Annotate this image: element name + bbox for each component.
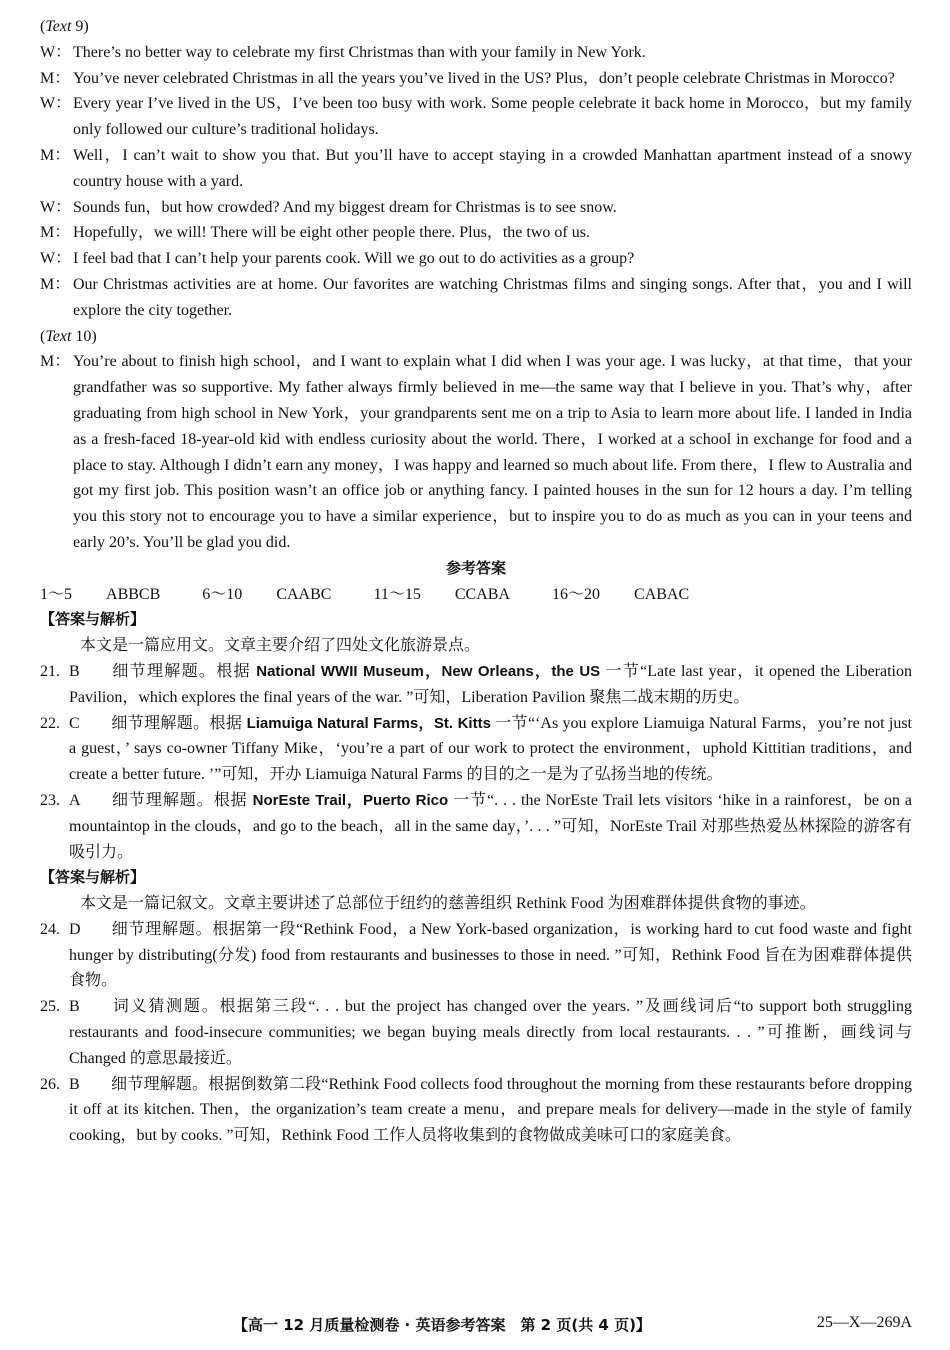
speaker: M： (40, 69, 71, 87)
text9-label: (Text 9) (40, 18, 89, 35)
dialogue-line: W： I feel bad that I can’t help your parents cook. Will we go out to do activities as a group? (40, 246, 912, 272)
footer-code: 25—X—269A (816, 1314, 912, 1331)
document-body (40, 14, 912, 1149)
speaker: W： (40, 250, 72, 268)
monologue: M： You’re about to finish high school，and I want to explain what I did when I was your age. I was lucky，at that time，that your grandfather was so supportive. My father always firmly believed in me—the same way that I believe in you. That’s why，after graduating from high school in New York，your grandparents sent me on a trip to Asia to learn more about life. I landed in India as a fresh-faced 18-year-old kid with endless curiosity about the world. There，I worked at a school in exchange for food and a place to stay. Although I didn’t earn any money，I was happy and learned so much about life. From there，I flew to Australia and got my first job. This position wasn’t an office job or anything fancy. I painted houses in the sun for 12 hours a day. I’m telling you this story not to encourage you to have a similar experience，but to inspire you to do as much as you can in your teens and early 20’s. You’ll be glad you did. (40, 349, 912, 555)
dialogue-line: M： Our Christmas activities are at home. Our favorites are watching Christmas films and singing songs. After that，you and I will explore the city together. (40, 272, 912, 324)
answer-group: 1～5 ABBCB (40, 585, 161, 603)
speaker: M： (40, 146, 71, 164)
speaker: W： (40, 95, 72, 113)
section-heading: 【答案与解析】 (40, 610, 146, 629)
explanation-item: 25. B 词义猜测题。根据第三段“. . . but the project has changed over the years. ”及画线词后“to support both struggling restaurants and food-insecure communities; we began buying meals directly from local restaurants. . . ”可推断，画线词与 Changed 的意思最接近。 (40, 998, 912, 1067)
answer-group: 16～20 CABAC (552, 585, 690, 603)
dialogue-line: M： Hopefully，we will! There will be eight other people there. Plus，the two of us. (40, 220, 912, 246)
dialogue-line: M： You’ve never celebrated Christmas in all the years you’ve lived in the US? Plus，don’t people celebrate Christmas in Morocco? (40, 66, 912, 92)
dialogue-line: W： There’s no better way to celebrate my first Christmas than with your family in New York. (40, 40, 912, 66)
section-intro: 本文是一篇记叙文。文章主要讲述了总部位于纽约的慈善组织 Rethink Food 为困难群体提供食物的事迹。 (80, 895, 816, 913)
speaker: M： (40, 275, 71, 293)
answer-key-row (40, 582, 912, 608)
page-footer (40, 1314, 912, 1340)
speaker: W： (40, 43, 72, 61)
dialogue-line: W： Every year I’ve lived in the US，I’ve been too busy with work. Some people celebrate it back home in Morocco，but my family only followed our culture’s traditional holidays. (40, 91, 912, 143)
explanation-item: 21. B 细节理解题。根据 National WWII Museum，New Orleans，the US 一节“Late last year，it opened the Liberation Pavilion，which explores the final years of the war. ”可知，Liberation Pavilion 聚焦二战末期的历史。 (40, 662, 912, 706)
speaker: M： (40, 224, 71, 242)
speaker: W： (40, 198, 72, 216)
explanation-item: 26. B 细节理解题。根据倒数第二段“Rethink Food collects food throughout the morning from these restaurants before dropping it off at its kitchen. Then，the organization’s team create a menu，and prepare meals for delivery—made in the style of family cooking，but by cooks. ”可知，Rethink Food 工作人员将收集到的食物做成美味可口的家庭美食。 (40, 1075, 912, 1145)
speaker: M： (40, 353, 71, 371)
answer-group: 6～10 CAABC (202, 585, 332, 603)
dialogue-line: W： Sounds fun，but how crowded? And my biggest dream for Christmas is to see snow. (40, 195, 912, 221)
explanation-item: 24. D 细节理解题。根据第一段“Rethink Food，a New York-based organization，is working hard to cut food waste and fight hunger by distributing(分发) food from restaurants and businesses to those in need. ”可知，Rethink Food 旨在为困难群体提供食物。 (40, 920, 912, 990)
footer-title: 【高一 12 月质量检测卷 · 英语参考答案 第 2 页(共 4 页)】 (233, 1316, 651, 1334)
explanation-item: 23. A 细节理解题。根据 NorEste Trail，Puerto Rico 一节“. . . the NorEste Trail lets visitors ‘hike in a rainforest，be on a mountaintop in the clouds，and go to the beach，all in the same day，’. . . ”可知，NorEste Trail 对那些热爱丛林探险的游客有吸引力。 (40, 791, 913, 861)
dialogue-line: M： Well，I can’t wait to show you that. But you’ll have to accept staying in a crowded Manhattan apartment instead of a snowy country house with a yard. (40, 143, 912, 195)
answer-group: 11～15 CCABA (373, 585, 510, 603)
answer-heading: 参考答案 (445, 558, 506, 577)
section-heading: 【答案与解析】 (40, 868, 146, 887)
explanation-item: 22. C 细节理解题。根据 Liamuiga Natural Farms，St. Kitts 一节“‘As you explore Liamuiga Natural Farms，you’re not just a guest，’ says co-owner Tiffany Mike，‘you’re a part of our work to protect the environment，uphold Kittitian traditions，and create a better future. ’”可知，开办 Liamuiga Natural Farms 的目的之一是为了弘扬当地的传统。 (40, 714, 912, 784)
section-intro: 本文是一篇应用文。文章主要介绍了四处文化旅游景点。 (80, 637, 481, 655)
text10-label: (Text 10) (40, 327, 97, 345)
